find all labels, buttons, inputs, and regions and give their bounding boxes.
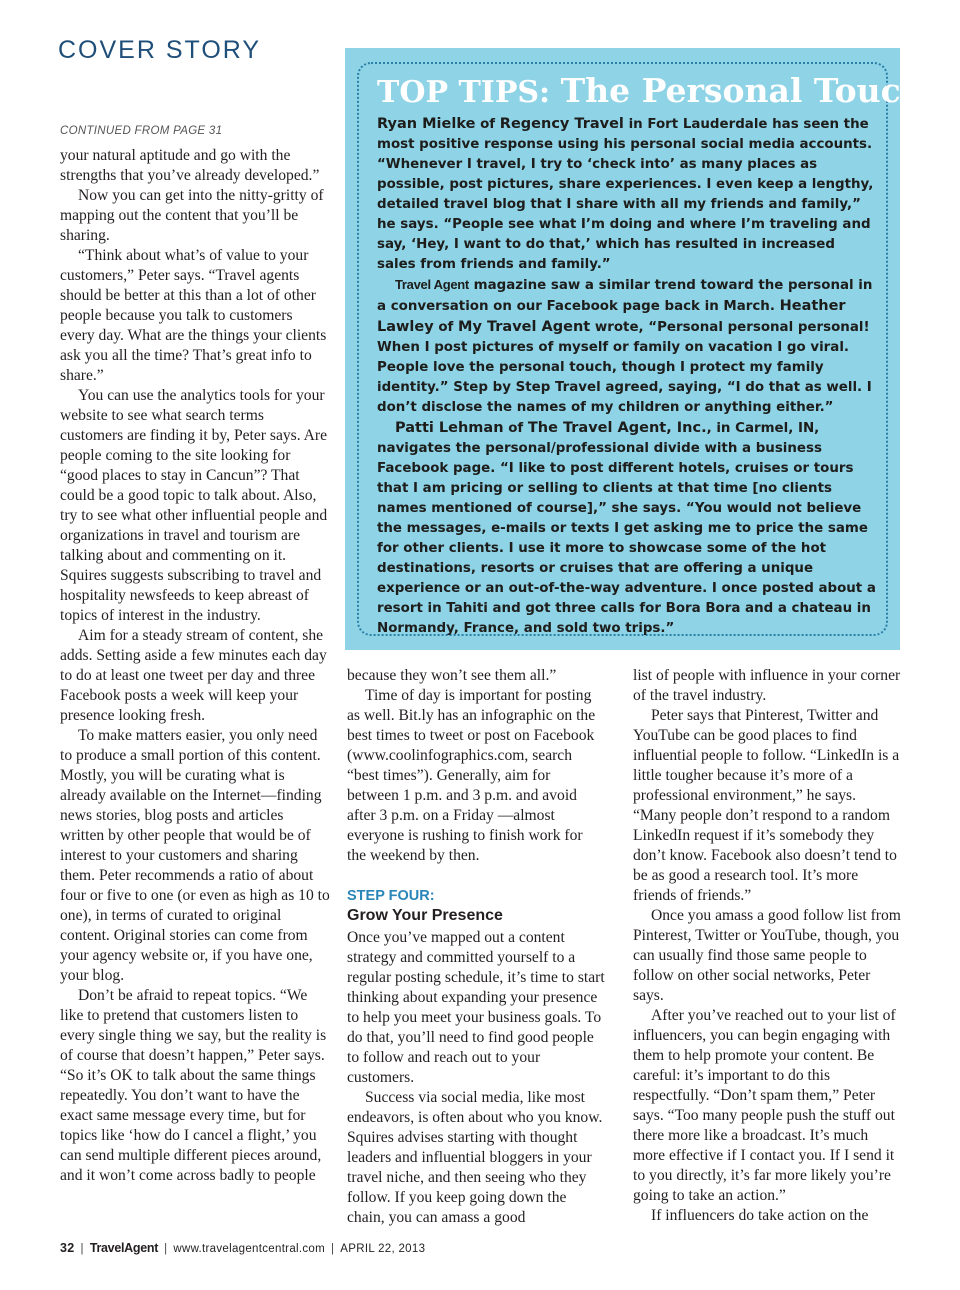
article-paragraph: Aim for a steady stream of content, she adds. Setting aside a few minutes each day to do at least one tweet per day and three Facebook posts a week will keep your presence looking fresh. <box>60 627 327 724</box>
article-paragraph: because they won’t see them all.” <box>347 667 557 684</box>
step-heading: Grow Your Presence <box>347 907 503 924</box>
highlighted-name: Regency Travel <box>499 116 624 132</box>
article-paragraph: Now you can get into the nitty-gritty of mapping out the content that you’ll be sharing. <box>60 187 324 244</box>
article-paragraph: Once you’ve mapped out a content strategy and committed yourself to a regular posting schedule, it’s time to start thinking about expanding your presence to help you meet your business goals. To do that, you’ll need to find good people to follow and reach out to your customers. <box>347 929 605 1086</box>
article-paragraph: Once you amass a good follow list from Pinterest, Twitter or YouTube, though, you can usually find those same people to follow on other social networks, Peter says. <box>633 907 901 1004</box>
article-paragraph: Time of day is important for posting as well. Bit.ly has an infographic on the best times to tweet or post on Facebook (www.coolinfographics.com, search “best times”). Generally, aim for between 1 p.m. and 3 p.m. and avoid after 3 p.m. on a Friday —almost everyone is rushing to finish work for the weekend by then. <box>347 687 596 864</box>
footer-brand: TravelAgent <box>89 1241 159 1255</box>
text-run: of <box>503 421 528 436</box>
article-column-2 <box>347 666 605 1228</box>
text-run: of <box>475 117 500 132</box>
article-paragraph: Success via social media, like most endeavors, is often about who you know. Squires advises starting with thought leaders and influential bloggers in your travel niche, and then seeing who they follow. If you keep going down the chain, you can amass a good <box>347 1089 603 1226</box>
sidebar-title-main: The Personal Touch <box>560 71 925 110</box>
sidebar-paragraph <box>377 114 876 275</box>
article-paragraph: After you’ve reached out to your list of influencers, you can begin engaging with them to help promote your content. Be careful: it’s important to do this respectfully. “Don’t spam them,” Peter says. “Too many people push the stuff out there more like a broadcast. It’s much more effective if I contact you. If I send it to you directly, it’s far more likely you’re going to take an action.” <box>633 1007 896 1204</box>
top-tips-sidebar <box>345 48 925 650</box>
page-footer <box>60 1241 425 1255</box>
text-run: of <box>433 320 459 335</box>
article-paragraph: To make matters easier, you only need to produce a small portion of this content. Mostly, you will be curating what is already available on the Internet—finding news stories, blog posts and articles written by other people that would be of interest to your customers and sharing them. Peter recommends a ratio of about four or five to one (or even as high as 10 to one), in terms of curated to original content. Original stories can come from your agency website or, if you have one, your blog. <box>60 727 330 984</box>
step-label: STEP FOUR: <box>347 888 435 904</box>
highlighted-name: Heather Lawley <box>377 298 846 335</box>
highlighted-name: Patti Lehman <box>395 420 504 436</box>
footer-separator: | <box>164 1243 168 1255</box>
article-paragraph: You can use the analytics tools for your website to see what search terms customers are finding it by, Peter says. Are people coming to the site looking for “good places to stay in Cancun”? That could be a good topic to talk about. Also, try to see what other influential people and organizations in travel and tourism are talking about and commenting on it. Squires suggests subscribing to travel and hospitality newsfeeds to keep abreast of topics of interest in the industry. <box>60 387 328 624</box>
sidebar-title <box>377 71 925 110</box>
footer-url: www.travelagentcentral.com <box>173 1243 325 1255</box>
article-column-3 <box>633 666 901 1226</box>
highlighted-name: Ryan Mielke <box>377 116 476 132</box>
sidebar-title-prefix: TOP TIPS: <box>377 75 561 110</box>
sidebar-paragraph <box>377 275 876 418</box>
article-paragraph: list of people with influence in your corner of the travel industry. <box>633 667 901 704</box>
column-2-top-text <box>347 666 605 866</box>
article-paragraph: your natural aptitude and go with the strengths that you’ve already developed.” <box>60 147 320 184</box>
text-run: wrote, “Personal personal personal! When I post pictures of myself or family on vacation I go viral. People love the personal touch, though I protect my family identity.” Step by Step Travel agreed, saying, “I do that as well. I don’t disclose the names of my children or anything either.” <box>377 320 872 415</box>
text-run: in Fort Lauderdale has seen the most positive response using his personal social media accounts. “Whenever I travel, I try to ‘check into’ as many places as possible, post pictures, share experiences. I even keep a lengthy, detailed travel blog that I share with all my friends and family,” he says. “People see what I’m doing and where I’m traveling and say, ‘Hey, I want to do that,’ which has resulted in increased sales from friends and family.” <box>377 117 874 272</box>
highlighted-name: The Travel Agent, Inc. <box>527 420 707 436</box>
highlighted-name: My Travel Agent <box>458 319 591 335</box>
text-run: magazine saw a similar trend toward the personal in a conversation on our Facebook page back in March. <box>377 278 873 314</box>
section-title: COVER STORY <box>58 36 262 64</box>
footer-separator: | <box>331 1243 335 1255</box>
article-paragraph: Peter says that Pinterest, Twitter and YouTube can be good places to find influential people to follow. “LinkedIn is a little tougher because it’s more of a professional environment,” he says. “Many people don’t respond to a random LinkedIn request if it’s somebody they don’t know. Facebook also doesn’t tend to be as good a research tool. It’s more friends of friends.” <box>633 707 900 904</box>
brand-name: Travel Agent <box>395 277 469 292</box>
article-column-1 <box>60 146 330 1186</box>
footer-date: APRIL 22, 2013 <box>340 1243 426 1255</box>
article-paragraph: Don’t be afraid to repeat topics. “We like to pretend that customers listen to every single thing we say, but the reality is of course that doesn’t happen,” Peter says. “So it’s OK to talk about the same things repeatedly. You don’t want to have the exact same message every time, but for topics like ‘how do I cancel a flight,’ you can send multiple different pieces around, and it won’t come across badly to people <box>60 987 327 1184</box>
article-paragraph: “Think about what’s of value to your customers,” Peter says. “Travel agents should be better at this than a lot of other people because you talk to customers every day. What are the things your clients ask you all the time? That’s great info to share.” <box>60 247 327 384</box>
article-paragraph: If influencers do take action on the <box>651 1207 869 1224</box>
sidebar-dotted-frame <box>357 62 925 636</box>
footer-separator: | <box>80 1243 84 1255</box>
continued-from-note: CONTINUED FROM PAGE 31 <box>60 125 223 137</box>
text-run: , in Carmel, IN, navigates the personal/professional divide with a business Facebook page. “I like to post different hotels, cruises or tours that I am pricing or selling to clients at that time [no clients names mentioned of course],” she says. “You would not believe the messages, e-mails or texts I get asking me to price the same for other clients. I use it more to showcase some of the hot destinations, resorts or cruises that are offering a unique experience or an out-of-the-way adventure. I once posted about a resort in Tahiti and got three calls for Bora Bora and a chateau in Normandy, France, and sold two trips.” <box>377 421 876 636</box>
page-number: 32 <box>60 1241 75 1255</box>
column-2-bottom-text <box>347 928 605 1228</box>
sidebar-paragraph <box>377 418 876 639</box>
